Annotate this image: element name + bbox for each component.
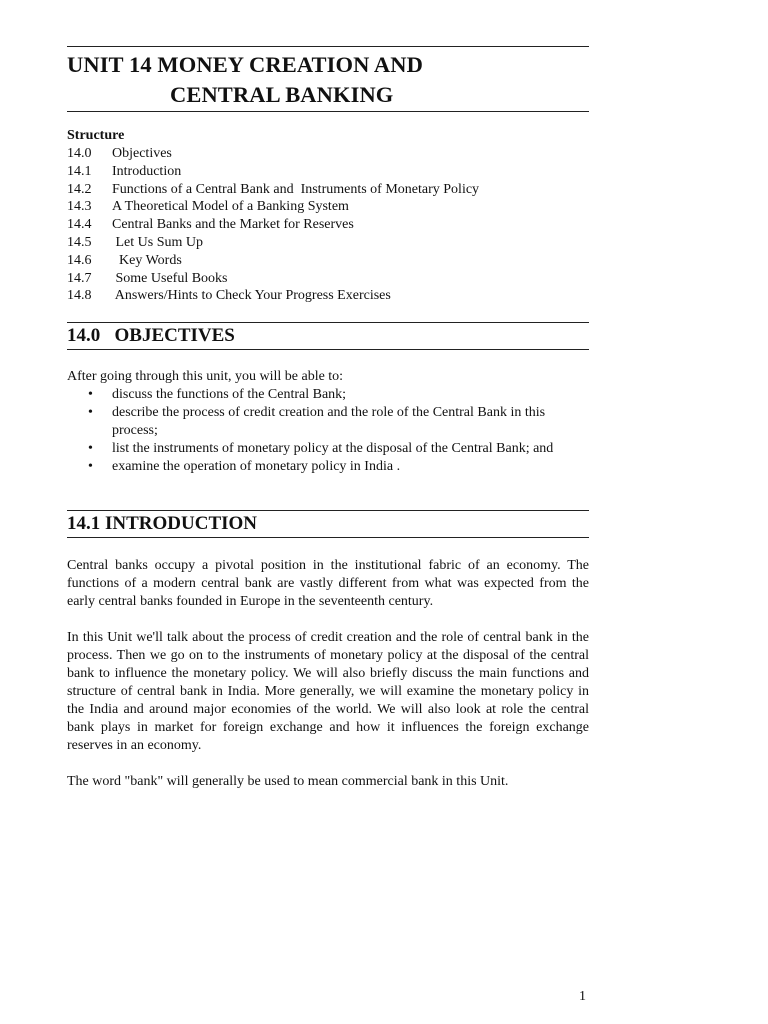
objectives-top-rule [67,322,589,323]
toc-number: 14.2 [67,181,92,197]
toc-item [67,181,589,199]
toc-number: 14.7 [67,270,92,286]
title-top-rule [67,46,589,47]
toc-number: 14.5 [67,234,92,250]
toc-item [67,234,589,252]
toc-number: 14.8 [67,288,92,304]
bullet-icon: • [88,441,93,457]
toc-item [67,252,589,270]
bullet-icon: • [88,459,93,475]
toc-number: 14.4 [67,217,92,233]
unit-title [67,50,589,110]
document-page [67,0,589,791]
toc-number: 14.1 [67,163,92,179]
unit-title-line2: CENTRAL BANKING [170,82,394,107]
toc-item [67,145,589,163]
structure-heading: Structure [67,128,125,143]
intro-paragraph: The word "bank" will generally be used to mean commercial bank in this Unit. [67,774,509,790]
toc-label: Functions of a Central Bank and Instruments of Monetary Policy [112,181,480,197]
toc-item [67,198,589,216]
toc-label: Central Banks and the Market for Reserves [112,217,354,233]
bullet-icon: • [88,405,93,421]
objective-item [67,404,589,440]
bullet-icon: • [88,387,93,403]
toc-item [67,287,589,305]
introduction-heading: 14.1 INTRODUCTION [67,513,258,535]
structure-list [67,145,589,305]
objective-text: discuss the functions of the Central Bank; [112,387,347,403]
toc-label: Key Words [112,252,182,268]
objective-text: examine the operation of monetary policy in India . [112,459,401,475]
toc-label: A Theoretical Model of a Banking System [112,199,349,215]
intro-paragraph: Central banks occupy a pivotal position in the institutional fabric of an economy. The functions of a modern central bank are vastly different from what was expected from the early central banks founded in Europe in the seventeenth century. [67,558,589,610]
toc-number: 14.3 [67,199,92,215]
toc-item [67,163,589,181]
objective-item [67,440,589,458]
toc-item [67,216,589,234]
toc-label: Answers/Hints to Check Your Progress Exercises [112,288,391,304]
toc-label: Objectives [112,146,172,161]
toc-label: Let Us Sum Up [112,234,203,250]
objective-text: describe the process of credit creation and the role of the Central Bank in this process; [112,405,546,439]
toc-item [67,270,589,288]
toc-label: Some Useful Books [112,270,228,286]
objective-text: list the instruments of monetary policy at the disposal of the Central Bank; and [112,441,554,457]
objectives-list [67,386,589,476]
objectives-intro: After going through this unit, you will be able to: [67,369,344,385]
unit-title-line1: UNIT 14 MONEY CREATION AND [67,52,423,77]
introduction-bottom-rule [67,537,589,538]
toc-number: 14.0 [67,146,92,161]
toc-label: Introduction [112,163,182,179]
title-bottom-rule [67,111,589,112]
objectives-bottom-rule [67,349,589,350]
intro-paragraph: In this Unit we'll talk about the process of credit creation and the role of central bank in the process. Then we go on to the instruments of monetary policy at the disposal of the central bank to influence the monetary policy. We will also briefly discuss the main functions and structure of central bank in India. More generally, we will examine the monetary policy in the India and around major economies of the world. We will also look at role the central bank plays in market for foreign exchange and how it influences the foreign exchange reserves in an economy. [67,630,589,754]
objective-item [67,386,589,404]
objective-item [67,458,589,476]
page-number: 1 [579,989,586,1004]
toc-number: 14.6 [67,252,92,268]
objectives-heading: 14.0 OBJECTIVES [67,325,235,347]
introduction-top-rule [67,510,589,511]
